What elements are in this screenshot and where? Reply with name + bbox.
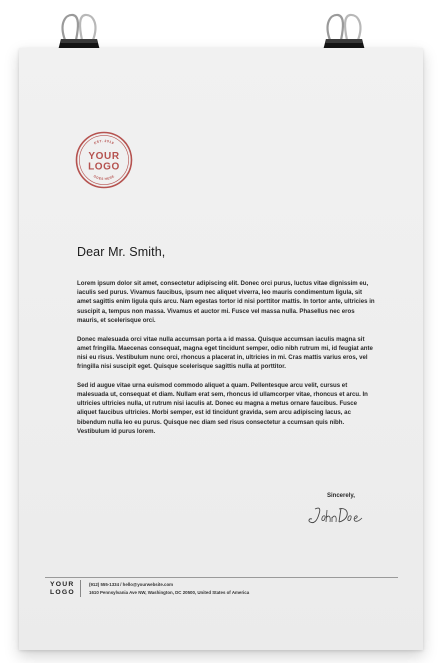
- footer-logo-line2: LOGO: [50, 589, 75, 596]
- svg-text:GOES HERE: [93, 174, 115, 181]
- logo-line1: YOUR: [88, 151, 120, 162]
- footer-contact: [89, 581, 249, 597]
- logo-top-text: EST. 2019: [93, 138, 115, 146]
- footer-divider-line: [45, 577, 398, 578]
- closing-text: Sincerely,: [327, 493, 355, 499]
- salutation: Dear Mr. Smith,: [77, 245, 166, 259]
- logo-bottom-text: GOES HERE: [92, 174, 116, 182]
- handwritten-signature: [305, 502, 365, 530]
- footer-contact-line: (912) 555-1334 / hello@yourwebsite.com: [89, 582, 174, 587]
- footer-address-line: 1610 Pennsylvania Ave NW, Washington, DC 20500, United States of America: [89, 590, 250, 595]
- footer-logo-line1: YOUR: [50, 581, 75, 588]
- body-paragraph: Donec malesuada orci vitae nulla accumsan porta a id massa. Quisque accumsan iaculis magna sit amet fringilla. Maecenas consequat, magna eget tincidunt semper, odio nibh rutrum mi, id feugiat ante nisi eu risus. Vestibulum nunc orci, rhoncus a placerat in, ultricies in mi. Cras mattis varius eros, vel fringilla nisi suscipit eget. Quisque scelerisque sagittis nulla at porttitor.: [77, 335, 373, 371]
- body-paragraph: Sed id augue vitae urna euismod commodo aliquet a quam. Pellentesque arcu velit, cursus et malesuada ut, consequat et diam. Nullam erat sem, rhoncus id ullamcorper vitae, rhoncus et arcu. In ultricies ultricies nulla, ut rutrum nisi iaculis at. Donec eu magna a metus ornare faucibus. Fusce aliquet faucibus ultricies. Morbi semper, est id tincidunt gravida, sem arcu adipiscing lacus, ac bibendum nulla leo eu purus. Quisque nec diam sed risus consectetur a ccumsan quis nibh. Vestibulum id purus lorem.: [77, 381, 368, 435]
- body-paragraph: Lorem ipsum dolor sit amet, consectetur adipiscing elit. Donec orci purus, luctus vitae dignissim eu, iaculis sed purus. Vivamus faucibus, ipsum nec aliquet viverra, leo mauris condimentum ligula, sit amet sagittis enim ligula quis arcu. Nam egestas tortor id nisi porttitor mattis. In tortor ante, ultricies in suscipit a, tempus non massa. Vivamus et auctor mi. Fusce vel massa nulla. Phasellus nec eros mauris, et scelerisque orci.: [77, 280, 375, 324]
- company-logo: [75, 131, 133, 189]
- letter-body: [77, 279, 375, 446]
- logo-line2: LOGO: [88, 161, 120, 173]
- footer-logo: [50, 581, 78, 597]
- footer-vertical-divider: [80, 580, 81, 597]
- svg-text:EST. 2019: [93, 139, 114, 145]
